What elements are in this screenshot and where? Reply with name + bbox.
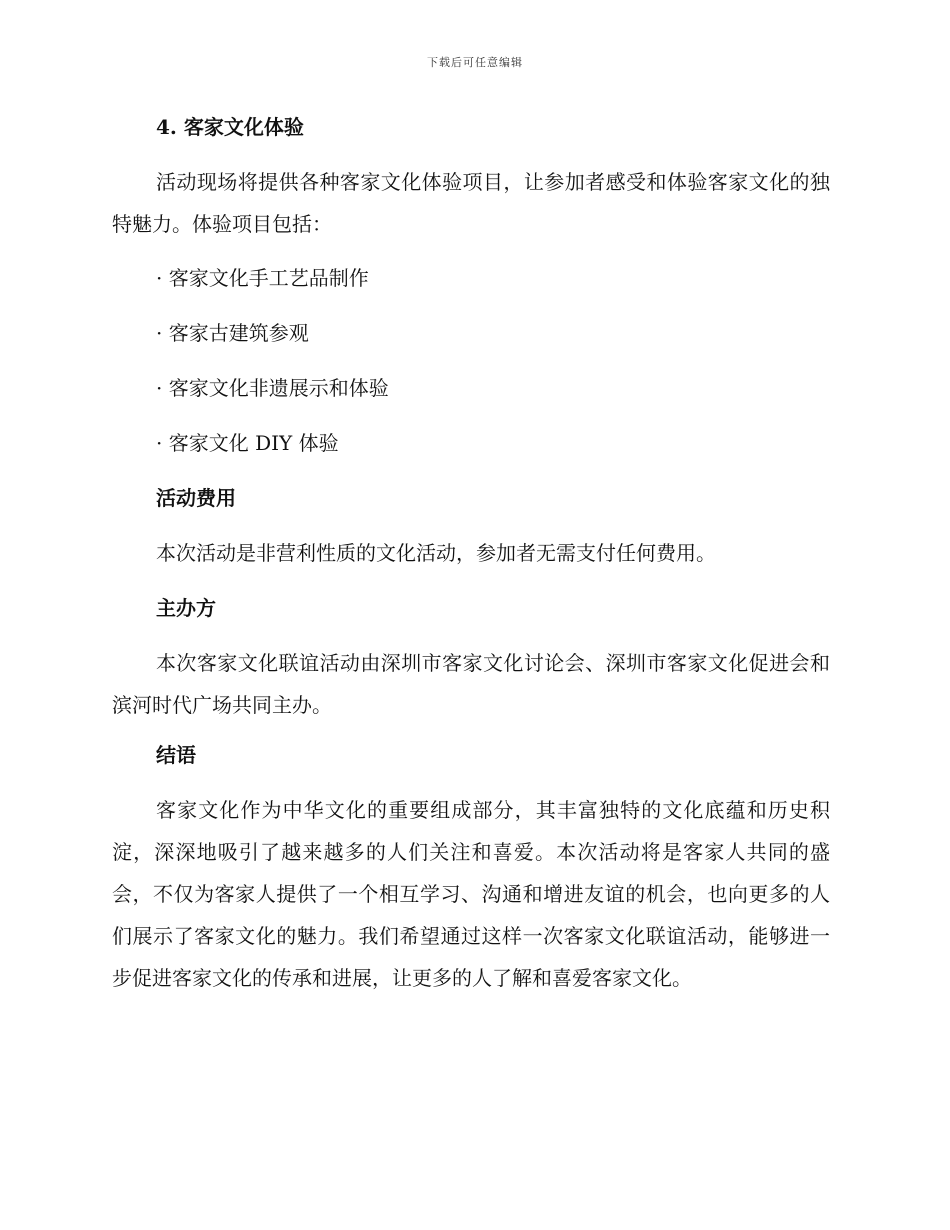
page-header: 下载后可任意编辑 <box>427 56 523 69</box>
experience-item: · 客家文化 DIY 体验 <box>156 431 339 455</box>
section-heading-conclusion: 结语 <box>156 743 196 767</box>
experience-intro: 活动现场将提供各种客家文化体验项目，让参加者感受和体验客家文化的独特魅力。体验项目包括： <box>112 170 830 236</box>
section-heading-fees: 活动费用 <box>156 486 236 510</box>
organizer-body: 本次客家文化联谊活动由深圳市客家文化讨论会、深圳市客家文化促进会和滨河时代广场共同主办。 <box>112 651 830 717</box>
section-heading-experience: 4. 客家文化体验 <box>156 115 304 139</box>
document-body <box>112 112 830 999</box>
fees-body: 本次活动是非营利性质的文化活动，参加者无需支付任何费用。 <box>156 541 716 565</box>
experience-item: · 客家文化手工艺品制作 <box>156 266 369 290</box>
section-heading-organizer: 主办方 <box>156 596 216 620</box>
experience-item: · 客家文化非遗展示和体验 <box>156 376 389 400</box>
experience-item: · 客家古建筑参观 <box>156 321 309 345</box>
conclusion-body: 客家文化作为中华文化的重要组成部分，其丰富独特的文化底蕴和历史积淀，深深地吸引了越来越多的人们关注和喜爱。本次活动将是客家人共同的盛会，不仅为客家人提供了一个相互学习、沟通和增进友谊的机会，也向更多的人们展示了客家文化的魅力。我们希望通过这样一次客家文化联谊活动，能够进一步促进客家文化的传承和进展，让更多的人了解和喜爱客家文化。 <box>112 798 830 990</box>
